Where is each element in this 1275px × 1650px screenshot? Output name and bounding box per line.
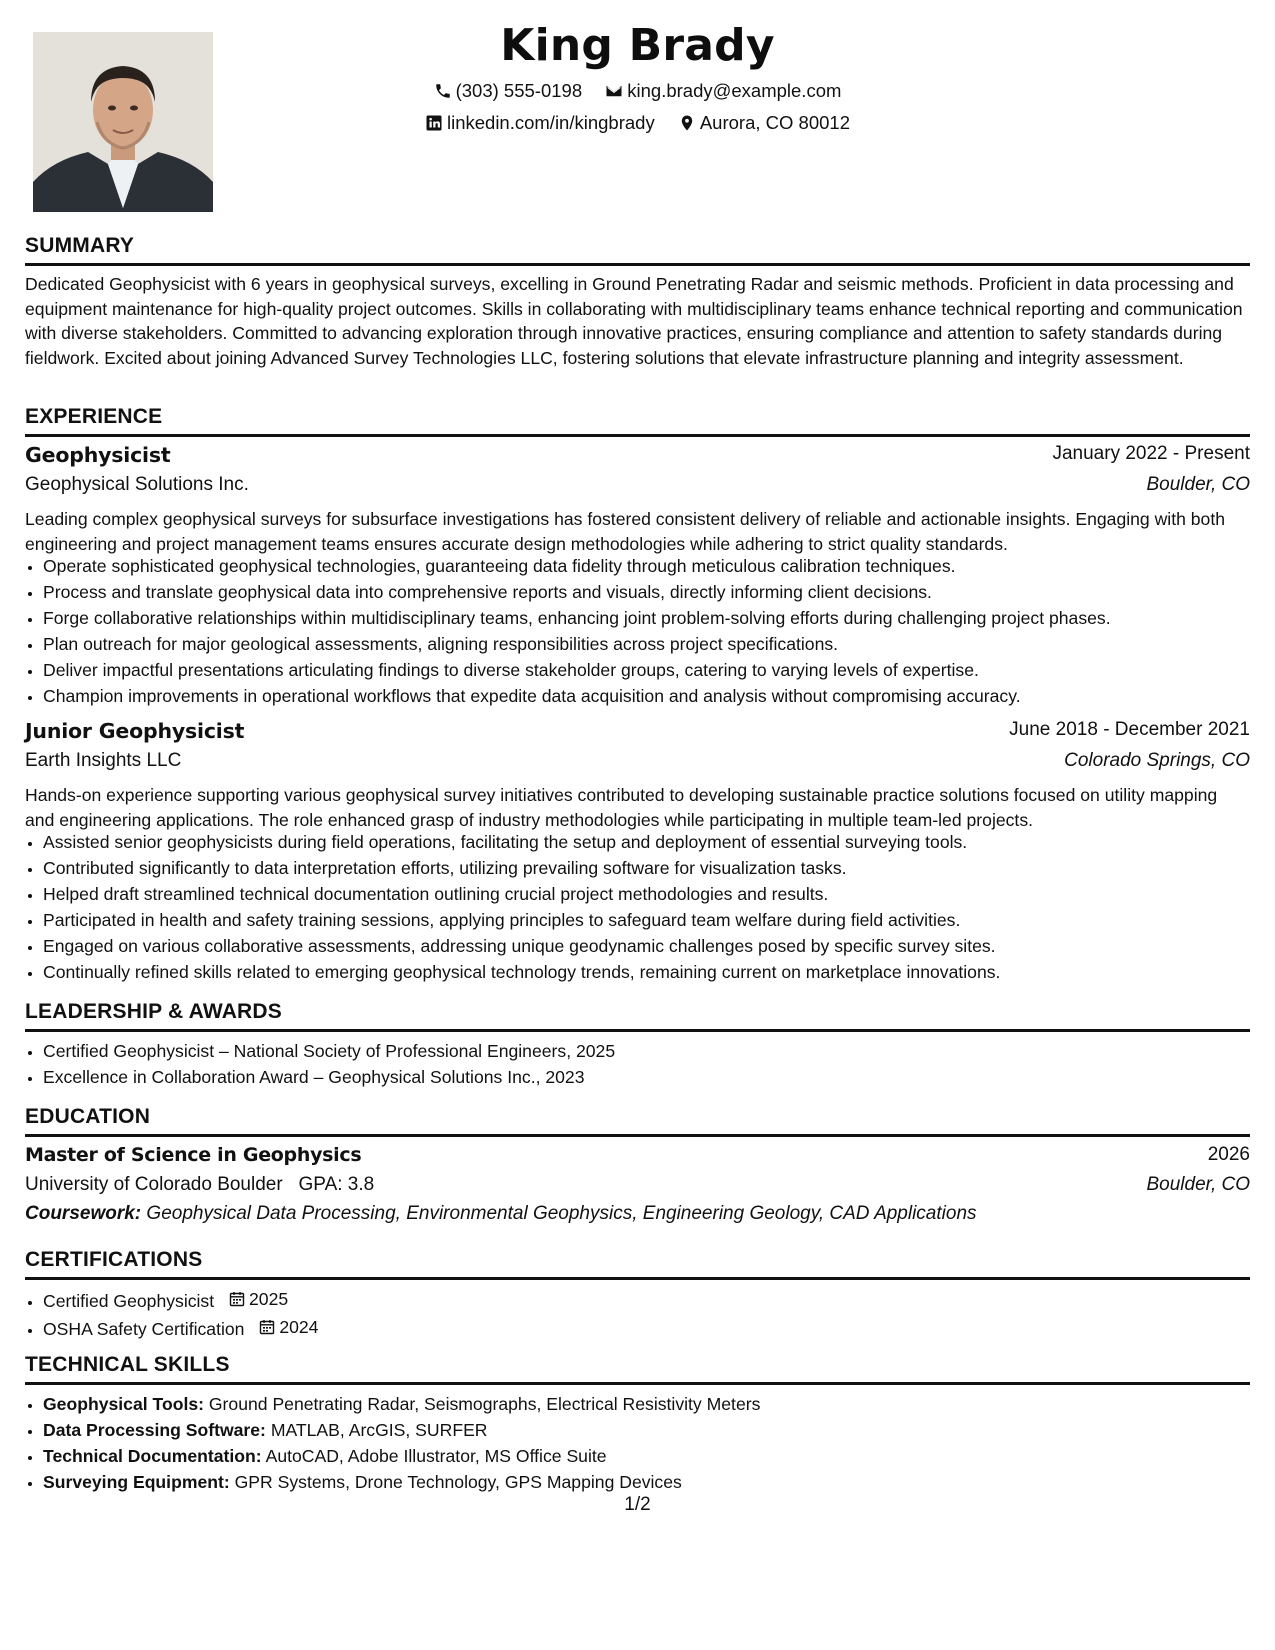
certifications-list	[25, 1286, 1268, 1342]
skills-heading: TECHNICAL SKILLS	[25, 1353, 1250, 1385]
envelope-icon	[605, 82, 623, 100]
phone-text: (303) 555-0198	[455, 80, 583, 101]
list-item: • Operate sophisticated geophysical technologies, guaranteeing data fidelity through meticulous calibration techniques.	[43, 553, 1268, 579]
skill-label: Technical Documentation:	[43, 1446, 262, 1466]
coursework-label: Coursework:	[25, 1203, 142, 1224]
job-dates: January 2022 - Present	[1052, 443, 1250, 464]
list-item: • Process and translate geophysical data into comprehensive reports and visuals, directly informing client decisions.	[43, 579, 1268, 605]
gpa: GPA: 3.8	[298, 1174, 375, 1195]
list-item: • Forge collaborative relationships within multidisciplinary teams, enhancing joint problem-solving efforts during challenging project phases.	[43, 605, 1268, 631]
page-number: 1/2	[624, 1494, 651, 1515]
certification-date: 2024	[259, 1314, 318, 1340]
leadership-heading: LEADERSHIP & AWARDS	[25, 1000, 1250, 1032]
list-item	[43, 1391, 1268, 1417]
list-item	[43, 1469, 1268, 1495]
degree-name: Master of Science in Geophysics	[25, 1144, 362, 1166]
skill-label: Surveying Equipment:	[43, 1472, 230, 1492]
job-1-company-row	[25, 474, 1250, 496]
location-contact	[678, 112, 850, 134]
job-2-company-row	[25, 750, 1250, 772]
list-item: • Engaged on various collaborative assessments, addressing unique geodynamic challenges posed by specific survey sites.	[43, 933, 1268, 959]
job-1-header	[25, 443, 1250, 467]
job-title: Junior Geophysicist	[25, 719, 245, 743]
job-1-bullets	[25, 553, 1268, 709]
list-item: • Champion improvements in operational workflows that expedite data acquisition and analysis without compromising accuracy.	[43, 683, 1268, 709]
linkedin-text: linkedin.com/in/kingbrady	[446, 112, 655, 133]
skill-label: Geophysical Tools:	[43, 1394, 204, 1414]
skill-value: GPR Systems, Drone Technology, GPS Mapping Devices	[234, 1472, 682, 1492]
school-location: Boulder, CO	[1146, 1174, 1250, 1195]
skill-label: Data Processing Software:	[43, 1420, 266, 1440]
list-item: • Plan outreach for major geological assessments, aligning responsibilities across project specifications.	[43, 631, 1268, 657]
location-text: Aurora, CO 80012	[699, 112, 850, 133]
map-pin-icon	[678, 114, 696, 132]
contact-row-1	[25, 80, 1250, 105]
summary-heading: SUMMARY	[25, 234, 1250, 266]
school-info	[25, 1174, 374, 1196]
list-item: • Helped draft streamlined technical documentation outlining crucial project methodologies and results.	[43, 881, 1268, 907]
calendar-icon	[229, 1291, 245, 1307]
skill-value: MATLAB, ArcGIS, SURFER	[270, 1420, 488, 1440]
coursework-list: Geophysical Data Processing, Environmental Geophysics, Engineering Geology, CAD Applications	[146, 1203, 977, 1224]
education-heading: EDUCATION	[25, 1105, 1250, 1137]
certifications-heading: CERTIFICATIONS	[25, 1248, 1250, 1280]
certification-name: OSHA Safety Certification	[43, 1319, 245, 1339]
list-item: • Participated in health and safety training sessions, applying principles to safeguard team welfare during field activities.	[43, 907, 1268, 933]
job-2-header	[25, 719, 1250, 743]
job-location: Boulder, CO	[1146, 474, 1250, 495]
coursework-row	[25, 1203, 1250, 1225]
list-item	[43, 1417, 1268, 1443]
summary-text: Dedicated Geophysicist with 6 years in geophysical surveys, excelling in Ground Penetrating Radar and seismic methods. Proficient in data processing and equipment maintenance for high-quality project outcomes. Skills in collaborating with multidisciplinary teams enhance technical reporting and communication with diverse stakeholders. Committed to advancing exploration through innovative practices, ensuring compliance and attention to safety standards during fieldwork. Excited about joining Advanced Survey Technologies LLC, fostering solutions that elevate infrastructure planning and integrity assessment.	[25, 274, 1243, 368]
contact-row-2	[25, 112, 1250, 137]
email-contact[interactable]	[605, 80, 841, 102]
email-text: king.brady@example.com	[627, 80, 842, 101]
job-title: Geophysicist	[25, 443, 171, 467]
coursework	[25, 1203, 977, 1225]
job-description: Leading complex geophysical surveys for subsurface investigations has fostered consistent delivery of reliable and actionable insights. Engaging with both engineering and project management teams ensures accurate design methodologies while adhering to strict quality standards.	[25, 509, 1226, 554]
skill-value: AutoCAD, Adobe Illustrator, MS Office Suite	[265, 1446, 607, 1466]
linkedin-icon	[425, 114, 443, 132]
calendar-icon	[259, 1319, 275, 1335]
school-row	[25, 1174, 1250, 1196]
certification-date: 2025	[229, 1286, 288, 1312]
phone-contact[interactable]	[434, 80, 583, 102]
candidate-name: King Brady	[500, 20, 775, 71]
phone-icon	[434, 82, 452, 100]
certification-name: Certified Geophysicist	[43, 1291, 215, 1311]
leadership-list	[25, 1038, 1268, 1090]
graduation-year: 2026	[1207, 1144, 1250, 1165]
list-item: • Assisted senior geophysicists during field operations, facilitating the setup and deployment of essential surveying tools.	[43, 829, 1268, 855]
job-dates: June 2018 - December 2021	[1009, 719, 1250, 740]
skills-list	[25, 1391, 1268, 1495]
list-item	[43, 1286, 1268, 1314]
job-description: Hands-on experience supporting various geophysical survey initiatives contributed to developing sustainable practice solutions focused on utility mapping and engineering applications. The role enhanced grasp of industry methodologies while participating in multiple team-led projects.	[25, 785, 1218, 830]
degree-row	[25, 1144, 1250, 1166]
linkedin-contact[interactable]	[425, 112, 655, 134]
company-name: Earth Insights LLC	[25, 750, 182, 771]
list-item: • Certified Geophysicist – National Society of Professional Engineers, 2025	[43, 1038, 1268, 1064]
experience-heading: EXPERIENCE	[25, 405, 1250, 437]
company-name: Geophysical Solutions Inc.	[25, 474, 249, 495]
list-item: • Contributed significantly to data interpretation efforts, utilizing prevailing software for visualization tasks.	[43, 855, 1268, 881]
list-item: • Excellence in Collaboration Award – Geophysical Solutions Inc., 2023	[43, 1064, 1268, 1090]
resume-page	[25, 0, 1250, 1650]
list-item: • Deliver impactful presentations articulating findings to diverse stakeholder groups, catering to varying levels of expertise.	[43, 657, 1268, 683]
skill-value: Ground Penetrating Radar, Seismographs, Electrical Resistivity Meters	[208, 1394, 761, 1414]
list-item: • Continually refined skills related to emerging geophysical technology trends, remaining current on marketplace innovations.	[43, 959, 1268, 985]
job-2-bullets	[25, 829, 1268, 985]
job-location: Colorado Springs, CO	[1064, 750, 1250, 771]
list-item	[43, 1314, 1268, 1342]
list-item	[43, 1443, 1268, 1469]
school-name: University of Colorado Boulder	[25, 1174, 283, 1195]
